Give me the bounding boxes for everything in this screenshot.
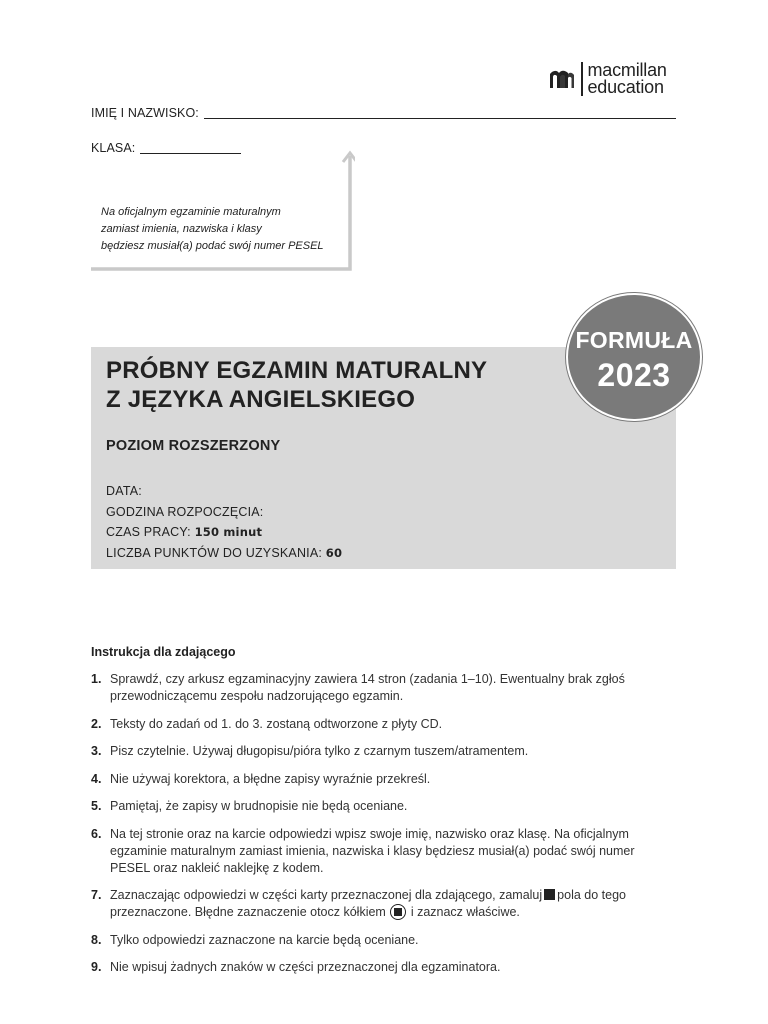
pesel-note-line: Na oficjalnym egzaminie maturalnym [101, 206, 281, 218]
instruction-number: 6. [91, 826, 102, 841]
instructions-heading: Instrukcja dla zdającego [91, 645, 236, 659]
instruction-number: 3. [91, 744, 102, 758]
logo-wordmark [588, 62, 667, 96]
formula-badge [566, 293, 702, 421]
exam-date [106, 481, 342, 502]
instruction-text: Teksty do zadań od 1. do 3. zostaną odtworzone z płyty CD. [110, 716, 443, 731]
exam-meta [106, 481, 342, 563]
macmillan-education-logo [549, 62, 667, 96]
instructions-list [91, 671, 671, 987]
instruction-item [91, 671, 671, 705]
exam-points-value: 60 [325, 545, 343, 560]
instruction-number: 5. [91, 799, 102, 813]
exam-duration-label: CZAS PRACY: [106, 525, 191, 539]
instruction-item [91, 716, 671, 733]
instruction-item [91, 743, 671, 760]
exam-points [106, 543, 342, 564]
exam-start-time [106, 502, 342, 523]
formula-badge-year: 2023 [597, 357, 671, 393]
instruction-item [91, 771, 671, 788]
instruction-number: 7. [91, 888, 102, 902]
pesel-note [101, 204, 324, 255]
instruction-item [91, 932, 671, 949]
instruction-item [91, 959, 671, 976]
name-field-row [91, 106, 676, 120]
logo-divider [581, 62, 583, 96]
exam-points-label: LICZBA PUNKTÓW DO UZYSKANIA: [106, 545, 323, 560]
circled-square-icon [390, 904, 406, 920]
instruction-text: Pamiętaj, że zapisy w brudnopisie nie będą oceniane. [110, 799, 408, 813]
instruction-item [91, 826, 671, 877]
exam-duration-value: 150 minut [194, 525, 263, 539]
instruction-item [91, 887, 671, 921]
name-field-label: IMIĘ I NAZWISKO: [91, 106, 199, 120]
instruction-text-b: pola do tego przeznaczone. Błędne zaznaczenie otocz kółkiem [110, 888, 626, 919]
instruction-number: 2. [91, 716, 102, 731]
logo-line-1: macmillan [587, 60, 667, 80]
instruction-text: Na tej stronie oraz na karcie odpowiedzi wpisz swoje imię, nazwisko oraz klasę. Na oficjalnym egzaminie maturalnym zamiast imienia, nazwiska i klasy będziesz musiał(a) podać swój numer PESEL oraz nakleić naklejkę z kodem. [110, 826, 635, 875]
exam-date-label: DATA: [106, 484, 142, 498]
name-field-line[interactable] [204, 118, 676, 119]
instruction-text: Nie wpisuj żadnych znaków w części przeznaczonej dla egzaminatora. [110, 960, 501, 974]
instruction-item [91, 798, 671, 815]
filled-square-icon [544, 889, 555, 900]
exam-level: POZIOM ROZSZERZONY [106, 438, 281, 454]
instruction-number: 4. [91, 771, 102, 786]
pesel-note-line: zamiast imienia, nazwiska i klasy [101, 223, 262, 235]
formula-badge-label: FORMUŁA [575, 327, 693, 353]
class-field-label: KLASA: [91, 141, 136, 155]
instruction-text: Nie używaj korektora, a błędne zapisy wyraźnie przekreśl. [110, 771, 431, 786]
logo-line-2: education [587, 77, 664, 97]
instruction-number: 9. [91, 960, 102, 974]
instruction-text: Sprawdź, czy arkusz egzaminacyjny zawiera 14 stron (zadania 1–10). Ewentualny brak zgłoś przewodniczącemu zespołu nadzorującego egzamin. [110, 672, 625, 703]
pesel-note-line: będziesz musiał(a) podać swój numer PESEL [101, 240, 324, 252]
instruction-text: Pisz czytelnie. Używaj długopisu/pióra tylko z czarnym tuszem/atramentem. [110, 744, 529, 758]
instruction-text-a: Zaznaczając odpowiedzi w części karty przeznaczonej dla zdającego, zamaluj [110, 888, 543, 902]
exam-title-line-2: Z JĘZYKA ANGIELSKIEGO [106, 386, 416, 413]
exam-duration [106, 522, 342, 543]
exam-start-label: GODZINA ROZPOCZĘCIA: [106, 504, 264, 519]
macmillan-logo-icon [549, 68, 575, 90]
instruction-text-c: i zaznacz właściwe. [410, 905, 520, 919]
instruction-number: 1. [91, 672, 102, 686]
instruction-text: Tylko odpowiedzi zaznaczone na karcie będą oceniane. [110, 932, 419, 947]
exam-title-line-1: PRÓBNY EGZAMIN MATURALNY [106, 357, 488, 384]
exam-title [106, 356, 487, 414]
instruction-number: 8. [91, 932, 102, 947]
